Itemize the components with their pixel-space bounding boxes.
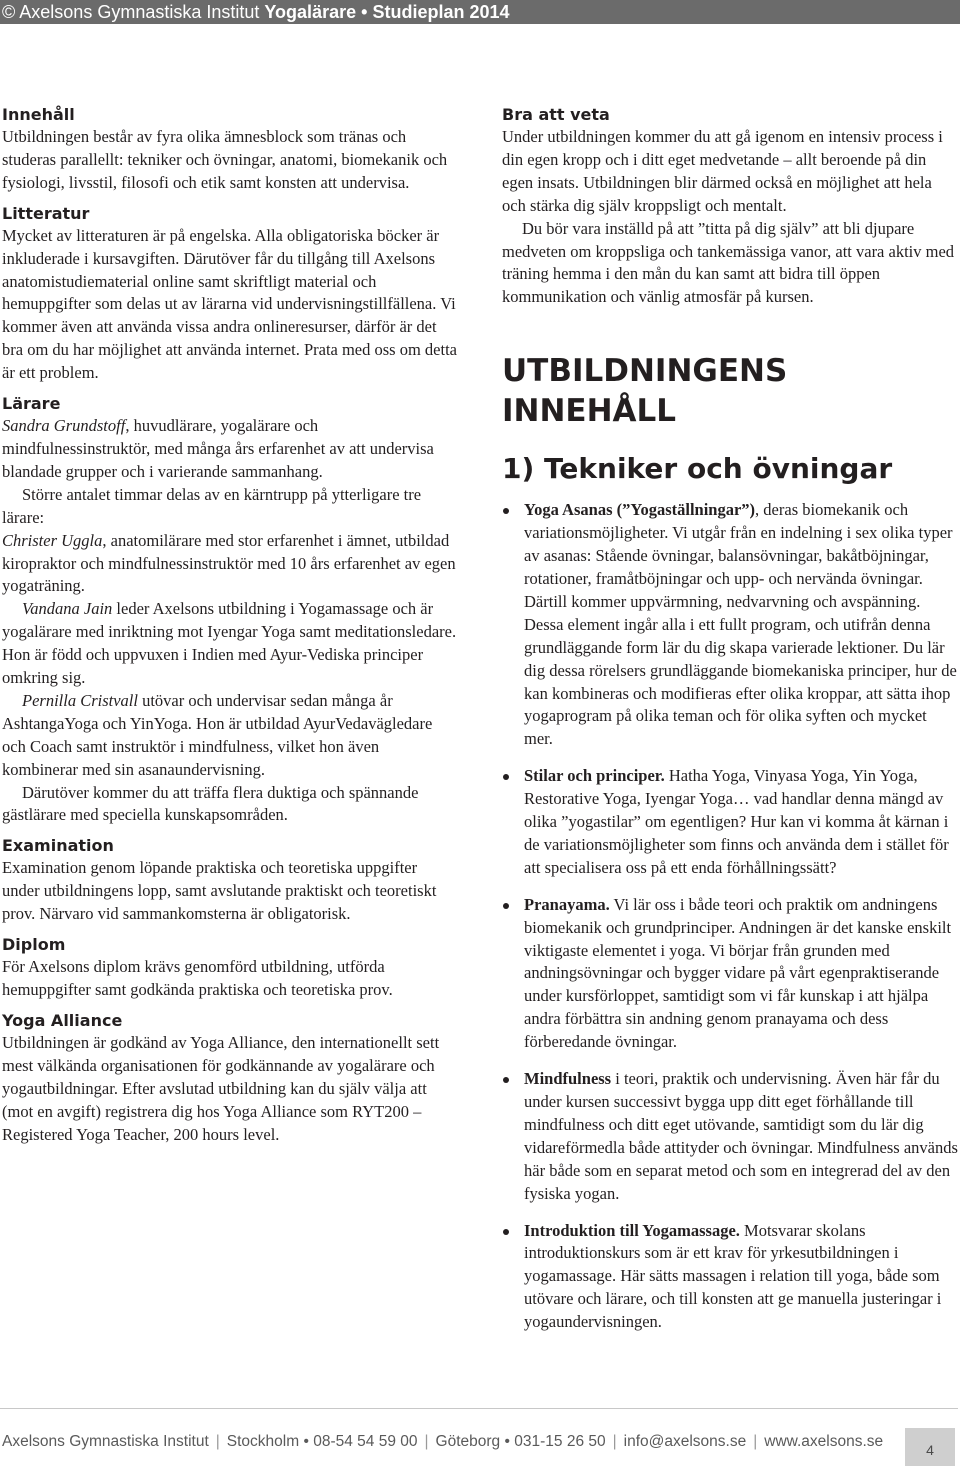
bra-att-veta-text-1: Under utbildningen kommer du att gå igenom en intensiv process i din egen kropp och i ditt eget medvetande – allt beroende på din egen insats. Utbildningen blir därmed också en möjlighet att hela och stärka dig själv kroppsligt och mentalt. xyxy=(502,127,943,215)
teacher-name: Vandana Jain xyxy=(22,599,113,619)
list-item xyxy=(502,499,958,751)
footer-separator: | xyxy=(753,1433,758,1450)
list-item xyxy=(502,1220,958,1335)
footer-city2-phone: 031-15 26 50 xyxy=(514,1433,606,1450)
teacher-paragraph xyxy=(2,530,458,599)
teacher-name: Pernilla Cristvall xyxy=(22,690,138,710)
teacher-description: leder Axelsons utbildning i Yogamassage och är yogalärare med inriktning mot Iyengar Yoga samt meditationsledare. Hon är född och uppvuxen i Indien med Ayur-Vediska principer omkring sig. xyxy=(2,599,457,688)
section-subtitle: 1) Tekniker och övningar xyxy=(502,452,893,486)
copyright-symbol: © xyxy=(2,2,16,22)
diplom-heading: Diplom xyxy=(2,935,66,955)
right-column xyxy=(502,104,958,1348)
list-item-lead: Introduktion till Yogamassage. xyxy=(524,1220,740,1240)
footer xyxy=(2,1432,892,1452)
litteratur-heading: Litteratur xyxy=(2,203,90,223)
bra-att-veta-text-2: Du bör vara inställd på att ”titta på dig själv” att bli djupare medveten om kroppsliga och tankemässiga vanor, att vara aktiv med träning hemma i den mån du kan samt att bidra till öppen kommunikation och vänlig atmosfär på kursen. xyxy=(502,218,955,307)
examination-heading: Examination xyxy=(2,836,114,856)
header-bar xyxy=(0,0,960,24)
teacher-name: Sandra Grundstoff xyxy=(2,416,126,436)
innehall-heading: Innehåll xyxy=(2,105,75,124)
footer-separator: | xyxy=(612,1433,617,1450)
footer-bullet: • xyxy=(303,1433,309,1450)
bullet-icon xyxy=(503,1077,509,1083)
diplom-text: För Axelsons diplom krävs genomförd utbildning, utförda hemuppgifter samt godkända praktiska och teoretiska prov. xyxy=(2,957,393,999)
list-item-text: Motsvarar skolans introduktionskurs som är ett krav för yrkesutbildningen i yogamassage. Här sätts massagen i relation till yoga, både som utövare och lärare, och till konsten att ge manuella justeringar i yogaundervisningen. xyxy=(524,1220,942,1332)
bullet-icon xyxy=(503,774,509,780)
footer-separator: | xyxy=(424,1433,429,1450)
teacher-paragraph xyxy=(2,598,458,690)
footer-institute: Axelsons Gymnastiska Institut xyxy=(2,1433,209,1450)
footer-email-link[interactable]: info@axelsons.se xyxy=(623,1433,747,1450)
list-item-text: , deras biomekanik och variationsmöjligheter. Vi utgår från en indelning i sex olika typer av asanas: Stående övningar, balansövningar, bakåtböjningar, rotationer, framåtböjningar och upp- och nervända övningar. Därtill kommer uppvärmning, nedvarvning och avspänning. Dessa element ingår alla i ett fullt program, och utifrån denna grundläggande form lär du dig skapa varierade lektioner. Du lär dig dessa rörelsers grundläggande biomekaniska principer, hur de kan kombineras och modifieras efter olika kroppar, att sätta ihop yogaprogram på olika teman och för olika syften och mycket mer. xyxy=(524,500,957,749)
teacher-description: utövar och undervisar sedan många år AshtangaYoga och YinYoga. Hon är utbildad AyurVedavägledare och Coach samt instruktör i mindfulness, vilket hon även kombinerar med sin asanaundervisning. xyxy=(2,690,433,779)
teacher-paragraph xyxy=(2,415,458,484)
larare-heading: Lärare xyxy=(2,394,61,414)
header-program: Yogalärare xyxy=(264,2,357,22)
yoga-alliance-heading: Yoga Alliance xyxy=(2,1010,123,1030)
examination-text: Examination genom löpande praktiska och teoretiska uppgifter under utbildningens lopp, samt avslutande praktiskt och teoretiskt prov. Närvaro vid sammankomsterna är obligatorisk. xyxy=(2,858,437,924)
footer-bullet: • xyxy=(504,1433,510,1450)
list-item xyxy=(502,894,958,1054)
teacher-description: , huvudlärare, yogalärare och mindfulnessinstruktör, med många års erfarenhet av att undervisa blandade grupper och i varierande sammanhang. xyxy=(2,416,434,481)
teachers-intro: Större antalet timmar delas av en kärntrupp på ytterligare tre lärare: xyxy=(2,484,422,527)
main-title: UTBILDNINGENS INNEHÅLL xyxy=(502,353,788,430)
list-item-text: Vi lär oss i både teori och praktik om andningens biomekanik och grundprinciper. Andningen är det kanske enskilt viktigaste elementet i yoga. Vi börjar från grunden med andningsövningar och bygger vidare på vårt egenpraktiserande under kursförloppet, samtidigt som vi får kunskap i att hjälpa andra förbättra sin andning genom pranayama och dess förberedande övningar. xyxy=(524,894,952,1052)
litteratur-text: Mycket av litteraturen är på engelska. Alla obligatoriska böcker är inkluderade i kursavgiften. Därutöver får du tillgång till Axelsons anatomistudiematerial online samt skriftligt material och hemuppgifter som delas ut av lärarna vid undervisningstillfällena. Vi kommer även att använda vissa andra onlineresurser, därför är det bra om du har möjlighet att använda internet. Prata med oss om detta är ett problem. xyxy=(2,225,457,383)
list-item xyxy=(502,1068,958,1205)
teacher-paragraph xyxy=(2,690,458,782)
list-item-lead: Pranayama. xyxy=(524,894,610,914)
footer-web-link[interactable]: www.axelsons.se xyxy=(764,1433,884,1450)
list-item-lead: Yoga Asanas (”Yogaställningar”) xyxy=(524,500,756,520)
content-bullet-list xyxy=(502,499,958,1334)
bullet-icon xyxy=(503,508,509,514)
bra-att-veta-heading: Bra att veta xyxy=(502,105,610,124)
footer-city-phone: 08-54 54 59 00 xyxy=(313,1433,418,1450)
page-number: 4 xyxy=(905,1428,955,1466)
footer-divider xyxy=(0,1408,958,1409)
guest-teachers-text: Därutöver kommer du att träffa flera duktiga och spännande gästlärare med speciella kunskapsområden. xyxy=(2,782,419,825)
footer-city: Stockholm xyxy=(226,1433,300,1450)
left-column xyxy=(2,104,458,1146)
teacher-name: Christer Uggla xyxy=(2,530,103,550)
yoga-alliance-text: Utbildningen är godkänd av Yoga Alliance, den internationellt sett mest välkända organisationen för godkännande av yogalärare och yogautbildningar. Efter avslutad utbildning kan du själv välja att (mot en avgift) registrera dig hos Yoga Alliance som RYT200 – Registered Yoga Teacher, 200 hours level. xyxy=(2,1032,440,1144)
bullet-icon xyxy=(503,1229,509,1235)
header-plan: Studieplan 2014 xyxy=(372,2,510,22)
header-institute: Axelsons Gymnastiska Institut xyxy=(19,2,260,22)
bullet-icon xyxy=(503,903,509,909)
list-item-lead: Mindfulness xyxy=(524,1069,612,1089)
teacher-description: , anatomilärare med stor erfarenhet i ämnet, utbildad kiropraktor och mindfulnessinstruktör med 10 års erfarenhet av egen yogaträning. xyxy=(2,530,456,596)
list-item xyxy=(502,765,958,880)
footer-separator: | xyxy=(215,1433,220,1450)
list-item-text: i teori, praktik och undervisning. Även här får du under kursen successivt bygga upp ditt eget förhållande till mindfulness och ditt eget utövande, samtidigt som du lär dig vidareförmedla både attityder och övningar. Mindfulness används här både som en separat metod och som en integrerad del av den fysiska yogan. xyxy=(524,1069,958,1203)
header-separator: • xyxy=(361,2,368,22)
list-item-text: Hatha Yoga, Vinyasa Yoga, Yin Yoga, Restorative Yoga, Iyengar Yoga… vad handlar denna mängd av olika ”yogastilar” om egentligen? Hur kan vi komma åt kärnan i de variationsmöjligheter som finns och använda dem i stället för att specialisera oss på ett enda förhållningssätt? xyxy=(524,766,949,877)
innehall-text: Utbildningen består av fyra olika ämnesblock som tränas och studeras parallellt: tekniker och övningar, anatomi, biomekanik och fysiologi, livsstil, filosofi och etik samt konsten att undervisa. xyxy=(2,127,448,192)
list-item-lead: Stilar och principer. xyxy=(524,766,665,786)
footer-city2: Göteborg xyxy=(435,1433,501,1450)
